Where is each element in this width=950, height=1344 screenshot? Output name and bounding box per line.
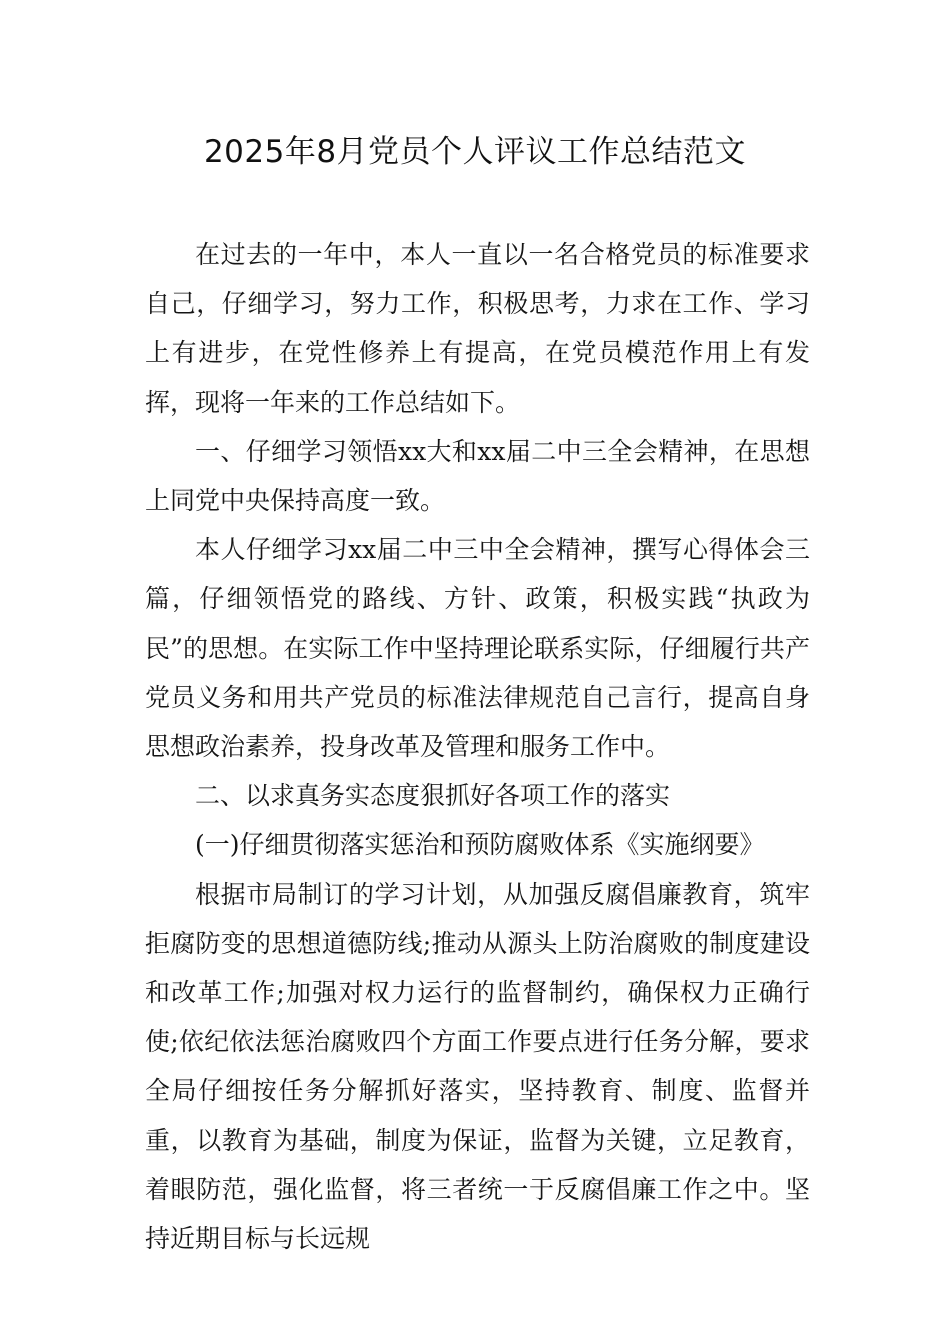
paragraph-anticorruption: 根据市局制订的学习计划，从加强反腐倡廉教育，筑牢拒腐防变的思想道德防线;推动从源头上防治腐败的制度建设和改革工作;加强对权力运行的监督制约，确保权力正确行使;依纪依法惩治腐败四个方面工作要点进行任务分解，要求全局仔细按任务分解抓好落实，坚持教育、制度、监督并重，以教育为基础，制度为保证，监督为关键，立足教育，着眼防范，强化监督，将三者统一于反腐倡廉工作之中。坚持近期目标与长远规 bbox=[145, 879, 810, 1254]
section-heading-2: 二、以求真务实态度狠抓好各项工作的落实 bbox=[195, 781, 671, 811]
document-title: 2025年8月党员个人评议工作总结范文 bbox=[203, 134, 747, 170]
document-body bbox=[145, 230, 810, 1263]
section-heading-1: 一、仔细学习领悟xx大和xx届二中三全会精神，在思想上同党中央保持高度一致。 bbox=[145, 436, 810, 516]
subsection-heading-1: (一)仔细贯彻落实惩治和预防腐败体系《实施纲要》 bbox=[195, 830, 765, 860]
paragraph-study: 本人仔细学习xx届二中三中全会精神，撰写心得体会三篇，仔细领悟党的路线、方针、政策，积极实践“执政为民”的思想。在实际工作中坚持理论联系实际，仔细履行共产党员义务和用共产党员的标准法律规范自己言行，提高自身思想政治素养，投身改革及管理和服务工作中。 bbox=[145, 535, 810, 762]
paragraph-intro: 在过去的一年中，本人一直以一名合格党员的标准要求自己，仔细学习，努力工作，积极思考，力求在工作、学习上有进步，在党性修养上有提高，在党员模范作用上有发挥，现将一年来的工作总结如下。 bbox=[145, 240, 810, 417]
